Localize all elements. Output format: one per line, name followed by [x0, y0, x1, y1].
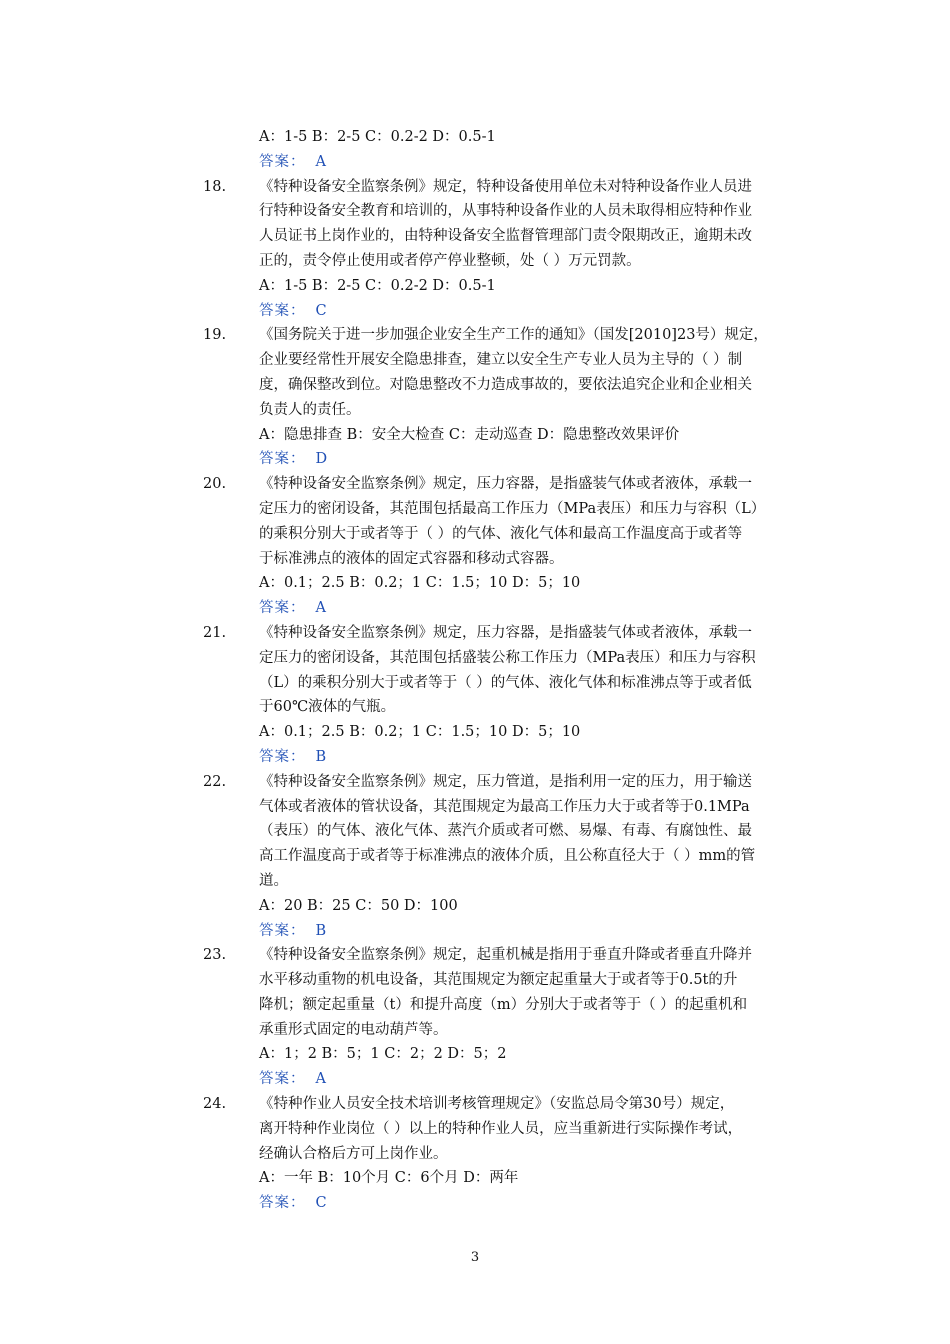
question-text-line: 经确认合格后方可上岗作业。: [259, 1145, 448, 1162]
question-number: 23.: [203, 947, 227, 964]
question-21: [203, 621, 813, 770]
question-number: 21.: [203, 624, 227, 641]
question-text-line: 气体或者液体的管状设备，其范围规定为最高工作压力大于或者等于0.1MPa: [259, 798, 750, 815]
question-answer: [259, 1067, 813, 1092]
question-text-line: 《特种设备安全监察条例》规定，压力容器，是指盛装气体或者液体，承载一: [259, 476, 752, 493]
question-24: [203, 1092, 813, 1216]
answer-label: 答案：: [259, 153, 306, 170]
answer-label: 答案：: [259, 1071, 306, 1088]
question-22: [203, 770, 813, 944]
answer-label: 答案：: [259, 922, 306, 939]
answer-label: 答案：: [259, 600, 306, 617]
question-text-line: （表压）的气体、液化气体、蒸汽介质或者可燃、易爆、有毒、有腐蚀性、最: [259, 823, 752, 840]
question-19: [203, 323, 813, 472]
question-text-line: 《特种设备安全监察条例》规定，特种设备使用单位未对特种设备作业人员进: [259, 178, 752, 195]
question-text-line: 于标准沸点的液体的固定式容器和移动式容器。: [259, 550, 564, 567]
question-options: A：1-5 B：2-5 C：0.2-2 D：0.5-1: [259, 277, 496, 294]
question-answer: [259, 596, 813, 621]
question-text-line: 道。: [259, 872, 288, 889]
question-options: A：0.1；2.5 B：0.2；1 C：1.5；10 D：5；10: [259, 575, 581, 592]
page-number: 3: [470, 1250, 480, 1265]
question-answer: [259, 299, 813, 324]
question-options: A：20 B：25 C：50 D：100: [259, 897, 458, 914]
answer-value: D: [315, 451, 328, 468]
question-text-line: 的乘积分别大于或者等于（ ）的气体、液化气体和最高工作温度高于或者等: [259, 525, 743, 542]
question-text-line: 度，确保整改到位。对隐患整改不力造成事故的，要依法追究企业和企业相关: [259, 376, 752, 393]
answer-value: B: [315, 748, 327, 765]
answer-value: A: [315, 153, 326, 170]
pre-answer: [259, 150, 813, 175]
question-options: A：隐患排查 B：安全大检查 C：走动巡查 D：隐患整改效果评价: [259, 426, 680, 443]
question-answer: [259, 745, 813, 770]
question-text-line: （L）的乘积分别大于或者等于（ ）的气体、液化气体和标准沸点等于或者低: [259, 674, 752, 691]
question-23: [203, 943, 813, 1092]
pre-options: A：1-5 B：2-5 C：0.2-2 D：0.5-1: [259, 129, 496, 145]
answer-value: C: [315, 302, 327, 319]
question-text-line: 《国务院关于进一步加强企业安全生产工作的通知》（国发[2010]23号）规定，: [259, 327, 768, 344]
question-18: [203, 175, 813, 324]
answer-label: 答案：: [259, 302, 306, 319]
question-text-line: 负责人的责任。: [259, 401, 361, 418]
question-options: A：0.1；2.5 B：0.2；1 C：1.5；10 D：5；10: [259, 724, 581, 741]
question-options: A：一年 B：10个月 C：6个月 D：两年: [259, 1170, 519, 1187]
question-text-line: 于60℃液体的气瓶。: [259, 699, 396, 716]
answer-value: B: [315, 922, 327, 939]
answer-value: C: [315, 1195, 327, 1212]
question-text-line: 《特种作业人员安全技术培训考核管理规定》（安监总局令第30号）规定，: [259, 1096, 735, 1113]
answer-label: 答案：: [259, 451, 306, 468]
question-answer: [259, 1191, 813, 1216]
question-options: A：1；2 B：5；1 C：2；2 D：5；2: [259, 1046, 507, 1063]
question-number: 22.: [203, 773, 227, 790]
question-text-line: 行特种设备安全教育和培训的，从事特种设备作业的人员未取得相应特种作业: [259, 203, 752, 220]
question-text-line: 承重形式固定的电动葫芦等。: [259, 1021, 448, 1038]
question-list: [203, 125, 813, 1216]
question-20: [203, 472, 813, 621]
answer-value: A: [315, 600, 326, 617]
question-text-line: 《特种设备安全监察条例》规定，压力容器，是指盛装气体或者液体，承载一: [259, 624, 752, 641]
question-answer: [259, 919, 813, 944]
question-text-line: 《特种设备安全监察条例》规定，起重机械是指用于垂直升降或者垂直升降并: [259, 947, 752, 964]
question-text-line: 降机；额定起重量（t）和提升高度（m）分别大于或者等于（ ）的起重机和: [259, 996, 748, 1013]
answer-value: A: [315, 1071, 326, 1088]
question-number: 24.: [203, 1096, 227, 1113]
question-text-line: 高工作温度高于或者等于标准沸点的液体介质，且公称直径大于（ ）mm的管: [259, 848, 756, 865]
question-text-line: 人员证书上岗作业的，由特种设备安全监督管理部门责令限期改正，逾期未改: [259, 228, 752, 245]
question-text-line: 《特种设备安全监察条例》规定，压力管道，是指利用一定的压力，用于输送: [259, 773, 752, 790]
answer-label: 答案：: [259, 748, 306, 765]
question-text-line: 定压力的密闭设备，其范围包括最高工作压力（MPa表压）和压力与容积（L）: [259, 500, 766, 517]
question-text-line: 正的，责令停止使用或者停产停业整顿，处（ ）万元罚款。: [259, 252, 641, 269]
question-number: 20.: [203, 476, 227, 493]
answer-label: 答案：: [259, 1195, 306, 1212]
question-text-line: 水平移动重物的机电设备，其范围规定为额定起重量大于或者等于0.5t的升: [259, 972, 738, 989]
question-number: 18.: [203, 178, 227, 195]
question-text-line: 离开特种作业岗位（ ）以上的特种作业人员，应当重新进行实际操作考试，: [259, 1120, 743, 1137]
question-number: 19.: [203, 327, 227, 344]
question-answer: [259, 447, 813, 472]
question-text-line: 定压力的密闭设备，其范围包括盛装公称工作压力（MPa表压）和压力与容积: [259, 649, 756, 666]
question-text-line: 企业要经常性开展安全隐患排查，建立以安全生产专业人员为主导的（ ）制: [259, 352, 743, 369]
